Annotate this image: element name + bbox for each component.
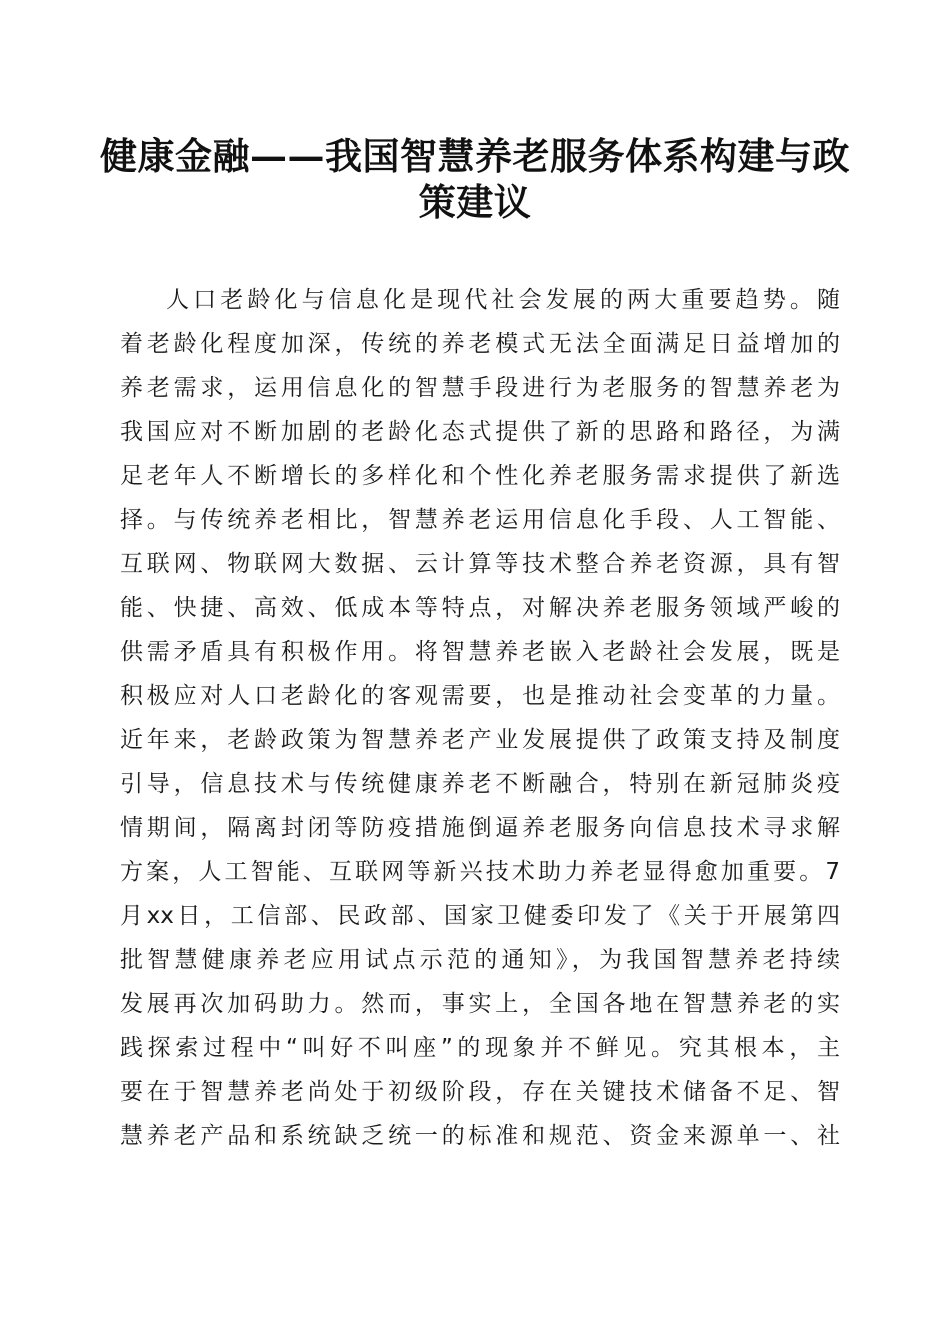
body-paragraph — [120, 278, 840, 1158]
paragraph-line: 发展再次加码助力。然而，事实上，全国各地在智慧养老的实 — [120, 991, 840, 1017]
paragraph-line: 供需矛盾具有积极作用。将智慧养老嵌入老龄社会发展，既是 — [120, 639, 840, 665]
paragraph-line: 要在于智慧养老尚处于初级阶段，存在关键技术储备不足、智 — [120, 1079, 840, 1105]
document-title — [100, 133, 850, 225]
paragraph-line: 积极应对人口老龄化的客观需要，也是推动社会变革的力量。 — [120, 683, 840, 709]
paragraph-line: 人口老龄化与信息化是现代社会发展的两大重要趋势。随 — [166, 287, 840, 313]
paragraph-line: 互联网、物联网大数据、云计算等技术整合养老资源，具有智 — [120, 551, 840, 577]
paragraph-line: 情期间，隔离封闭等防疫措施倒逼养老服务向信息技术寻求解 — [120, 815, 840, 841]
paragraph-line: 足老年人不断增长的多样化和个性化养老服务需求提供了新选 — [120, 463, 840, 489]
paragraph-line: 批智慧健康养老应用试点示范的通知》，为我国智慧养老持续 — [120, 947, 840, 973]
paragraph-line: 能、快捷、高效、低成本等特点，对解决养老服务领域严峻的 — [120, 595, 840, 621]
paragraph-line: 月xx日，工信部、民政部、国家卫健委印发了《关于开展第四 — [120, 903, 840, 929]
paragraph-line: 养老需求，运用信息化的智慧手段进行为老服务的智慧养老为 — [120, 375, 840, 401]
paragraph-line: 方案，人工智能、互联网等新兴技术助力养老显得愈加重要。7 — [120, 859, 840, 885]
title-line-2: 策建议 — [418, 180, 532, 224]
title-line-1: 健康金融——我国智慧养老服务体系构建与政 — [100, 134, 850, 178]
paragraph-line: 践探索过程中“叫好不叫座”的现象并不鲜见。究其根本，主 — [120, 1035, 840, 1061]
paragraph-line: 择。与传统养老相比，智慧养老运用信息化手段、人工智能、 — [120, 507, 840, 533]
paragraph-line: 着老龄化程度加深，传统的养老模式无法全面满足日益增加的 — [120, 331, 840, 357]
paragraph-line: 近年来，老龄政策为智慧养老产业发展提供了政策支持及制度 — [120, 727, 840, 753]
paragraph-line: 慧养老产品和系统缺乏统一的标准和规范、资金来源单一、社 — [120, 1123, 840, 1149]
paragraph-line: 引导，信息技术与传统健康养老不断融合，特别在新冠肺炎疫 — [120, 771, 840, 797]
paragraph-line: 我国应对不断加剧的老龄化态式提供了新的思路和路径，为满 — [120, 419, 840, 445]
